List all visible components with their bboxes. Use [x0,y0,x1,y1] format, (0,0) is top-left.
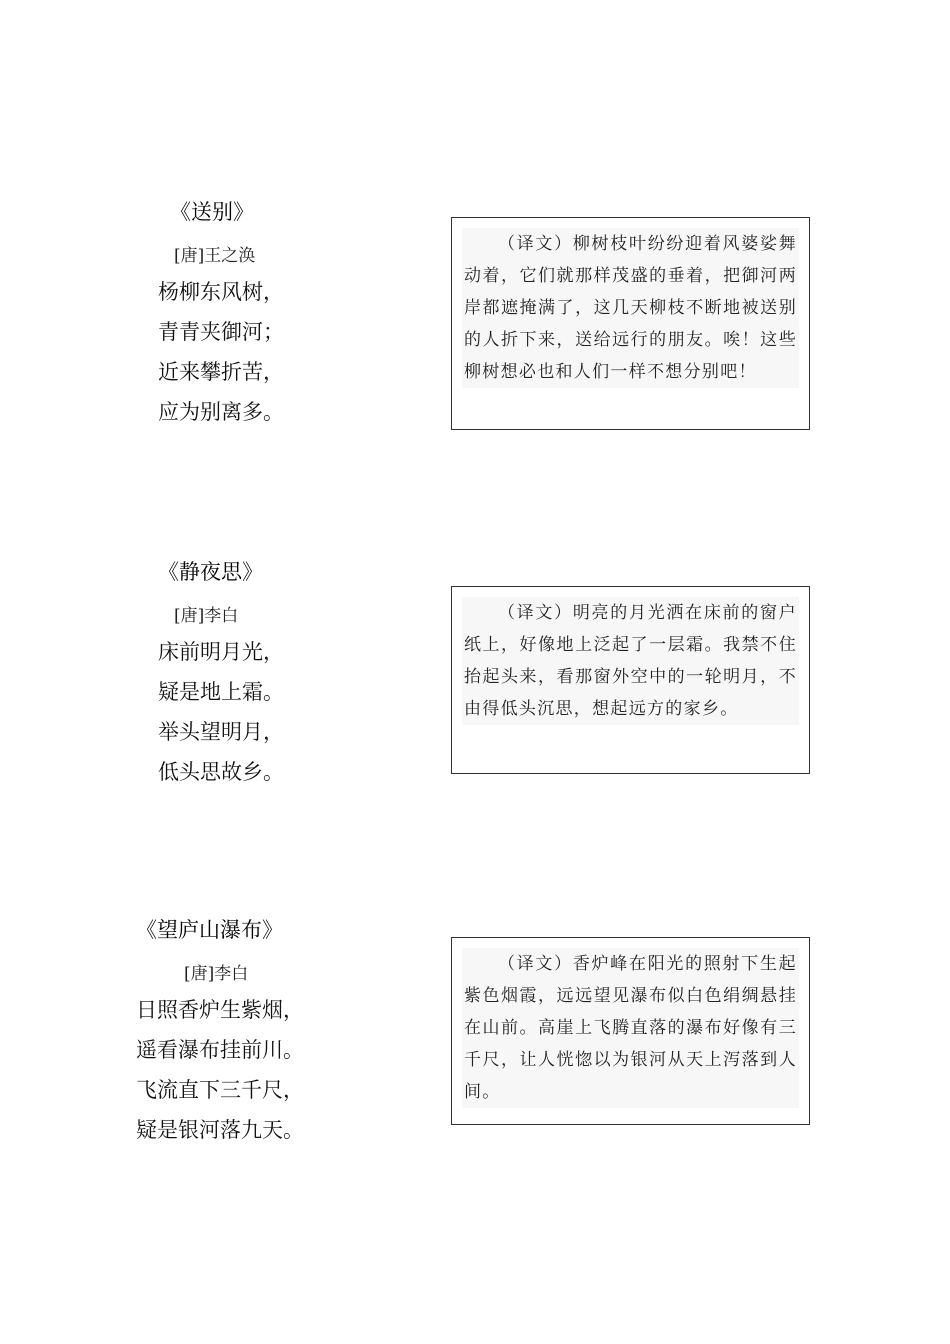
poem-title: 《送别》 [170,200,254,224]
translation-text: （译文）明亮的月光洒在床前的窗户纸上，好像地上泛起了一层霜。我禁不住抬起头来，看那窗外空中的一轮明月，不由得低头沉思，想起远方的家乡。 [462,597,799,725]
poem-line: 日照香炉生紫烟， [136,998,304,1022]
poem-title: 《静夜思》 [158,560,263,584]
translation-box [451,217,810,430]
poem-line: 遥看瀑布挂前川。 [136,1038,304,1062]
poem-author: [唐]李白 [184,964,249,984]
poem-lines [158,632,284,792]
poem-lines [158,272,284,432]
poem-line: 疑是地上霜。 [158,680,284,704]
poem-line: 青青夹御河； [158,320,284,344]
poem-author: [唐]王之涣 [174,246,256,266]
poem-line: 举头望明月， [158,720,284,744]
poem-line: 床前明月光， [158,640,284,664]
translation-text: （译文）香炉峰在阳光的照射下生起紫色烟霞，远远望见瀑布似白色绢绸悬挂在山前。高崖上飞腾直落的瀑布好像有三千尺，让人恍惚以为银河从天上泻落到人间。 [462,948,799,1108]
poem-line: 应为别离多。 [158,400,284,424]
translation-text: （译文）柳树枝叶纷纷迎着风婆娑舞动着，它们就那样茂盛的垂着，把御河两岸都遮掩满了，这几天柳枝不断地被送别的人折下来，送给远行的朋友。唉！这些柳树想必也和人们一样不想分别吧！ [462,228,799,388]
poem-lines [136,990,304,1150]
translation-box [451,937,810,1125]
poem-line: 近来攀折苦， [158,360,284,384]
poem-line: 杨柳东风树， [158,280,284,304]
poem-line: 飞流直下三千尺， [136,1078,304,1102]
poem-line: 低头思故乡。 [158,760,284,784]
poem-title: 《望庐山瀑布》 [136,918,283,942]
translation-box [451,586,810,774]
poem-author: [唐]李白 [174,606,239,626]
poem-line: 疑是银河落九天。 [136,1118,304,1142]
